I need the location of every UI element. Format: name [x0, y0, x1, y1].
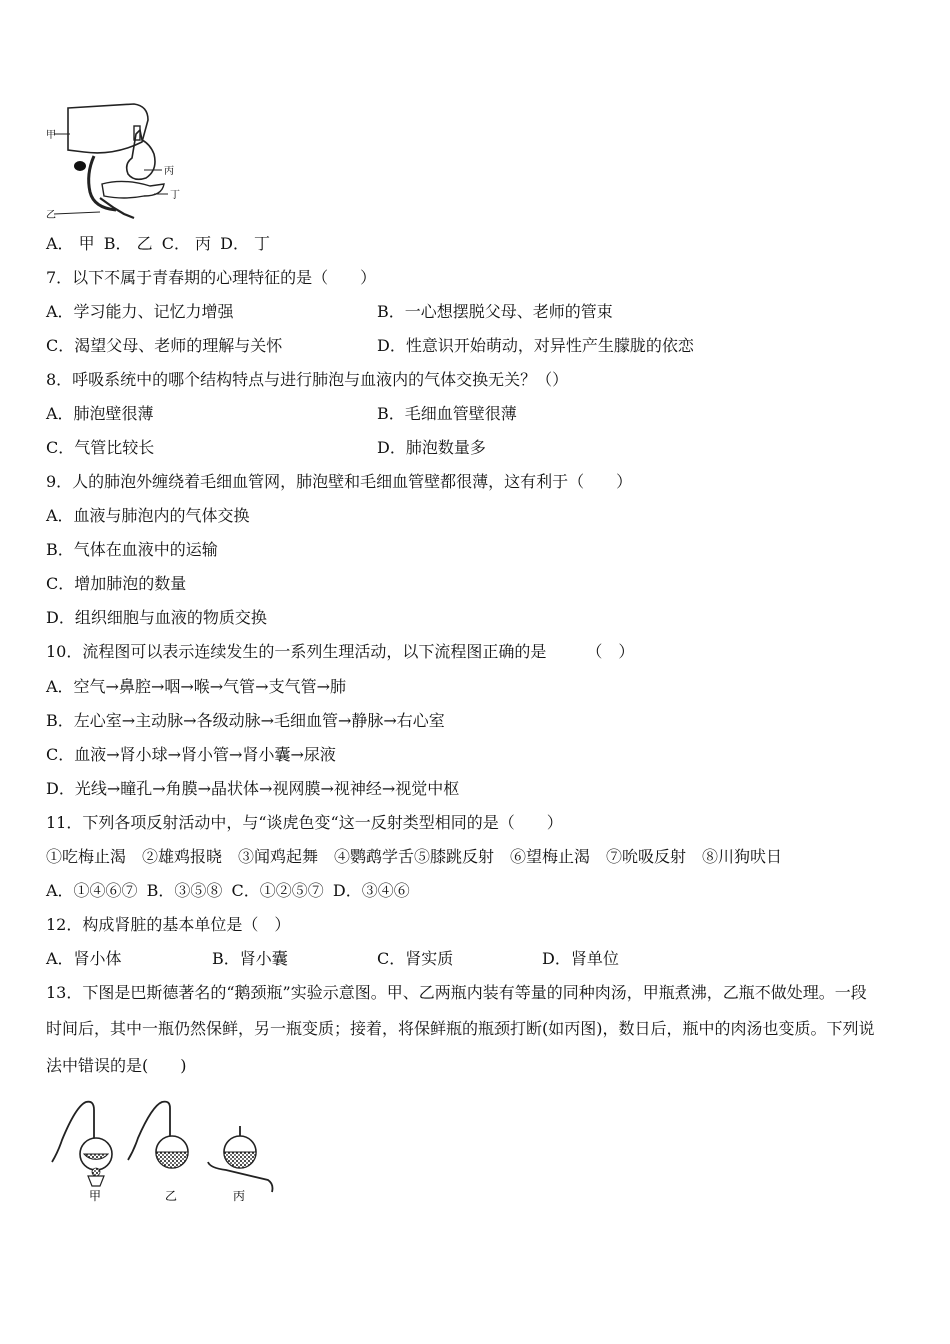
q11-items: ①吃梅止渴 ②雄鸡报晓 ③闻鸡起舞 ④鹦鹉学舌⑤膝跳反射 ⑥望梅止渴 ⑦吮吸反射 ⑧川狗吠日 — [46, 847, 783, 866]
flask-yi — [128, 1102, 188, 1168]
q9-stem: 9．人的肺泡外缠绕着毛细血管网，肺泡壁和毛细血管壁都很薄，这有利于（ ） — [46, 472, 633, 491]
q10-option-d: D．光线→瞳孔→角膜→晶状体→视网膜→视神经→视觉中枢 — [46, 779, 460, 798]
q11-options — [46, 880, 414, 902]
q6-option-a: A． 甲 — [46, 234, 95, 253]
pancreas-shape — [102, 181, 164, 198]
q7-option-a: A．学习能力、记忆力增强 — [46, 302, 234, 321]
label-bing: 丙 — [164, 166, 174, 177]
q7-stem: 7．以下不属于青春期的心理特征的是（ ） — [46, 268, 377, 287]
q6-option-c: C． 丙 — [161, 234, 212, 253]
q12-option-c: C．肾实质 — [377, 949, 454, 968]
flask-bing — [208, 1126, 273, 1192]
flask-label-bing: 丙 — [233, 1189, 246, 1203]
q6-option-d: D． 丁 — [220, 234, 271, 253]
q9-option-c: C．增加肺泡的数量 — [46, 574, 187, 593]
q11-option-b: B．③⑤⑧ — [146, 881, 223, 900]
q6-option-b: B． 乙 — [103, 234, 153, 253]
burner-jia — [88, 1176, 104, 1186]
label-ding: 丁 — [170, 190, 180, 201]
digestive-system-figure — [44, 100, 194, 222]
q11-stem: 11．下列各项反射活动中，与“谈虎色变“这一反射类型相同的是（ ） — [46, 813, 563, 832]
q10-option-b: B．左心室→主动脉→各级动脉→毛细血管→静脉→右心室 — [46, 711, 445, 730]
q8-option-a: A．肺泡壁很薄 — [46, 404, 154, 423]
q7-option-b: B．一心想摆脱父母、老师的管束 — [377, 302, 613, 321]
q10-option-a: A．空气→鼻腔→咽→喉→气管→支气管→肺 — [46, 677, 346, 696]
q8-option-c: C．气管比较长 — [46, 438, 155, 457]
q10-stem: 10．流程图可以表示连续发生的一系列生理活动，以下流程图正确的是 （ ） — [46, 642, 635, 661]
q9-option-a: A．血液与肺泡内的气体交换 — [46, 506, 250, 525]
q11-option-a: A．①④⑥⑦ — [46, 881, 138, 900]
q12-option-b: B．肾小囊 — [212, 949, 288, 968]
flask-label-jia: 甲 — [89, 1189, 102, 1203]
q10-option-c: C．血液→肾小球→肾小管→肾小囊→尿液 — [46, 745, 336, 764]
q12-stem: 12．构成肾脏的基本单位是（ ） — [46, 915, 291, 934]
stomach-shape — [127, 130, 155, 179]
q7-option-c: C．渴望父母、老师的理解与关怀 — [46, 336, 283, 355]
q9-option-d: D．组织细胞与血液的物质交换 — [46, 608, 267, 627]
label-jia: 甲 — [46, 130, 56, 141]
q8-option-b: B．毛细血管壁很薄 — [377, 404, 517, 423]
q13-stem-line-3: 法中错误的是( ) — [46, 1056, 187, 1075]
q7-option-d: D．性意识开始萌动，对异性产生朦胧的依恋 — [377, 336, 694, 355]
flask-label-yi: 乙 — [165, 1189, 178, 1203]
q8-stem: 8．呼吸系统中的哪个结构特点与进行肺泡与血液内的气体交换无关？（） — [46, 370, 569, 389]
q8-option-d: D．肺泡数量多 — [377, 438, 486, 457]
label-yi: 乙 — [46, 210, 56, 221]
q6-options — [46, 233, 274, 255]
liver-shape — [68, 104, 148, 153]
flask-jia — [52, 1102, 112, 1186]
q13-stem-line-1: 13．下图是巴斯德著名的“鹅颈瓶”实验示意图。甲、乙两瓶内装有等量的同种肉汤，甲瓶煮沸，乙瓶不做处理。一段 — [46, 983, 867, 1002]
q11-option-c: C．①②⑤⑦ — [231, 881, 324, 900]
q9-option-b: B．气体在血液中的运输 — [46, 540, 218, 559]
pointer-yi — [54, 212, 100, 214]
swan-neck-flask-figure — [44, 1096, 280, 1208]
q13-stem-line-2: 时间后，其中一瓶仍然保鲜，另一瓶变质；接着，将保鲜瓶的瓶颈打断(如丙图)，数日后，瓶中的肉汤也变质。下列说 — [46, 1019, 875, 1038]
gallbladder-shape — [74, 161, 86, 171]
q12-option-a: A．肾小体 — [46, 949, 122, 968]
q11-option-d: D．③④⑥ — [332, 881, 410, 900]
duodenum-shape — [89, 156, 116, 210]
q12-option-d: D．肾单位 — [542, 949, 619, 968]
